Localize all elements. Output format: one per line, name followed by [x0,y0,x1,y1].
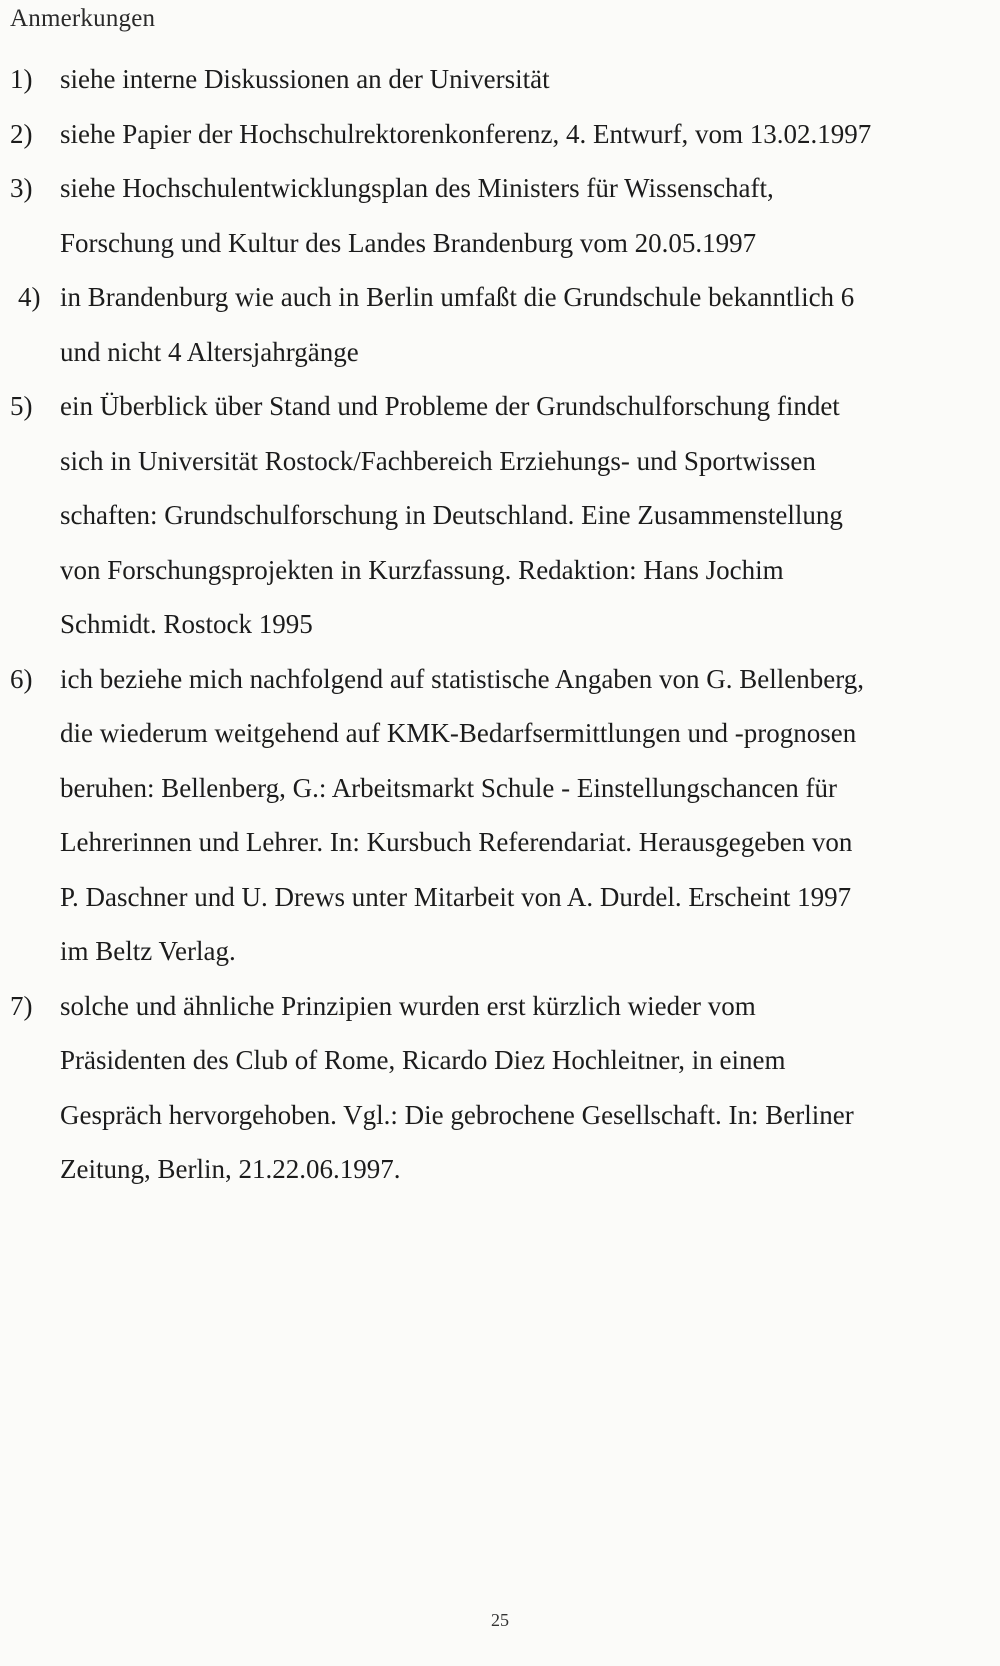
note-line: P. Daschner und U. Drews unter Mitarbeit von A. Durdel. Erscheint 1997 [60,881,852,912]
note-line: Schmidt. Rostock 1995 [60,609,313,639]
note-line: siehe Papier der Hochschulrektorenkonferenz, 4. Entwurf, vom 13.02.1997 [60,118,872,149]
note-line: im Beltz Verlag. [60,936,236,966]
notes-heading: Anmerkungen [10,5,156,32]
note-text [60,652,995,979]
note-text [60,979,995,1197]
note-text [60,107,995,162]
note-line: beruhen: Bellenberg, G.: Arbeitsmarkt Schule - Einstellungschancen für [60,772,838,803]
note-text [60,379,995,652]
note-7 [10,979,995,1197]
note-line: Lehrerinnen und Lehrer. In: Kursbuch Referendariat. Herausgegeben von [60,827,853,857]
note-4 [10,270,995,379]
note-line: Gespräch hervorgehoben. Vgl.: Die gebrochene Gesellschaft. In: Berliner [60,1099,854,1130]
note-2 [10,107,995,162]
notes-list [10,52,995,1197]
note-line: sich in Universität Rostock/Fachbereich Erziehungs- und Sportwissen [60,445,816,476]
note-line: ich beziehe mich nachfolgend auf statistische Angaben von G. Bellenberg, [60,663,865,694]
note-number: 1) [10,64,33,94]
note-text [60,161,995,270]
note-line: von Forschungsprojekten in Kurzfassung. Redaktion: Hans Jochim [60,554,784,585]
note-number: 2) [10,118,33,149]
note-text [60,52,995,107]
note-line: Zeitung, Berlin, 21.22.06.1997. [60,1154,401,1184]
note-3 [10,161,995,270]
note-number: 3) [10,173,33,203]
note-5 [10,379,995,652]
note-line: siehe interne Diskussionen an der Universität [60,64,550,94]
note-line: in Brandenburg wie auch in Berlin umfaßt die Grundschule bekanntlich 6 [60,282,855,312]
note-line: siehe Hochschulentwicklungsplan des Ministers für Wissenschaft, [60,173,774,203]
note-number: 4) [18,282,41,312]
note-line: schaften: Grundschulforschung in Deutschland. Eine Zusammenstellung [60,500,843,530]
note-1 [10,52,995,107]
note-line: Präsidenten des Club of Rome, Ricardo Diez Hochleitner, in einem [60,1045,786,1075]
note-line: Forschung und Kultur des Landes Brandenburg vom 20.05.1997 [60,227,757,258]
note-line: die wiederum weitgehend auf KMK-Bedarfsermittlungen und -prognosen [60,718,857,748]
note-number: 5) [10,391,33,421]
note-number: 7) [10,990,33,1021]
note-line: ein Überblick über Stand und Probleme der Grundschulforschung findet [60,391,840,421]
note-text [60,270,995,379]
note-6 [10,652,995,979]
page-number: 25 [491,1610,509,1630]
note-line: solche und ähnliche Prinzipien wurden erst kürzlich wieder vom [60,990,756,1021]
note-line: und nicht 4 Altersjahrgänge [60,336,359,367]
note-number: 6) [10,663,33,694]
